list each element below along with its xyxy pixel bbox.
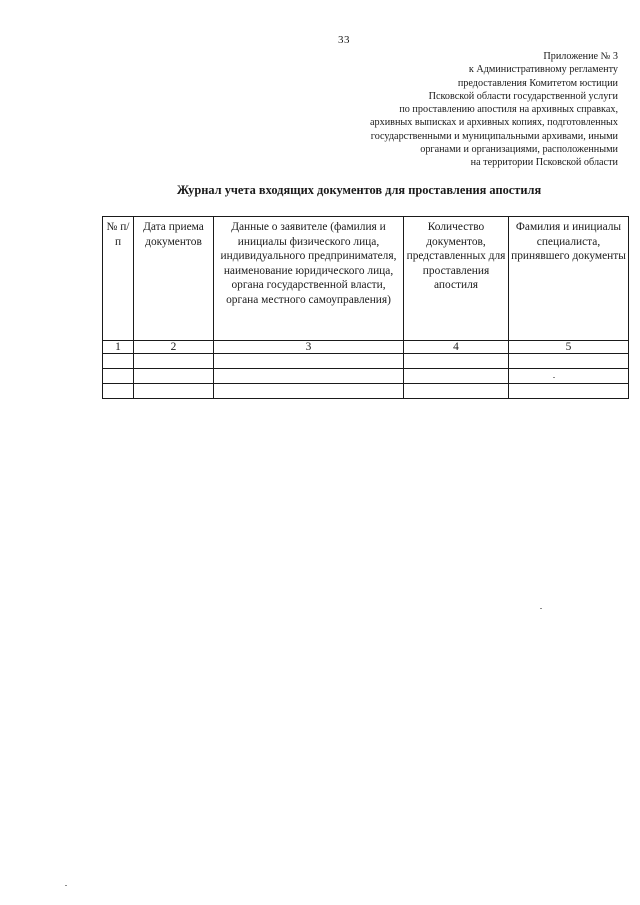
- empty-cell: [214, 384, 404, 399]
- column-number: 2: [134, 341, 214, 354]
- column-number: 4: [404, 341, 509, 354]
- column-number-row: [103, 341, 629, 354]
- appendix-line: органами и организациями, расположенными: [420, 144, 618, 156]
- column-number: 5: [509, 341, 629, 354]
- appendix-line: к Административному регламенту: [468, 64, 618, 76]
- empty-cell: [404, 369, 509, 384]
- journal-title: Журнал учета входящих документов для проставления апостиля: [176, 183, 542, 197]
- table-row: [103, 354, 629, 369]
- empty-cell: [404, 354, 509, 369]
- scan-artifact: [553, 377, 555, 378]
- page-number: 33: [338, 34, 350, 46]
- col-header-specialist: Фамилия и инициалы специалиста, принявшего документы: [509, 217, 629, 341]
- appendix-line: государственными и муниципальными архивами, иными: [370, 130, 618, 142]
- empty-cell: [103, 384, 134, 399]
- empty-cell: [214, 369, 404, 384]
- empty-cell: [404, 384, 509, 399]
- empty-cell: [509, 369, 629, 384]
- col-header-doc-count: Количество документов, представленных для проставления апостиля: [404, 217, 509, 341]
- empty-cell: [509, 354, 629, 369]
- empty-cell: [509, 384, 629, 399]
- appendix-line: Псковской области государственной услуги: [428, 90, 618, 102]
- empty-cell: [103, 354, 134, 369]
- empty-cell: [214, 354, 404, 369]
- appendix-line: по проставлению апостиля на архивных справках,: [399, 104, 618, 116]
- scan-artifact: [65, 885, 67, 886]
- appendix-line: Приложение № 3: [543, 51, 618, 62]
- column-number: 1: [103, 341, 134, 354]
- empty-cell: [103, 369, 134, 384]
- empty-cell: [134, 369, 214, 384]
- scan-artifact: [540, 608, 542, 609]
- table-header-row: [103, 217, 629, 341]
- column-number: 3: [214, 341, 404, 354]
- table-row: [103, 384, 629, 399]
- table-row: [103, 369, 629, 384]
- appendix-header: [198, 50, 618, 170]
- col-header-number: № п/п: [103, 217, 134, 341]
- col-header-date: Дата приема документов: [134, 217, 214, 341]
- col-header-applicant: Данные о заявителе (фамилия и инициалы физического лица, индивидуального предпринимателя, наименование юридического лица, органа государственной власти, органа местного самоуправления): [214, 217, 404, 341]
- appendix-line: на территории Псковской области: [470, 157, 618, 169]
- empty-cell: [134, 354, 214, 369]
- journal-table: [102, 216, 629, 399]
- empty-cell: [134, 384, 214, 399]
- appendix-line: предоставления Комитетом юстиции: [457, 77, 618, 89]
- appendix-line: архивных выписках и архивных копиях, подготовленных: [369, 117, 618, 129]
